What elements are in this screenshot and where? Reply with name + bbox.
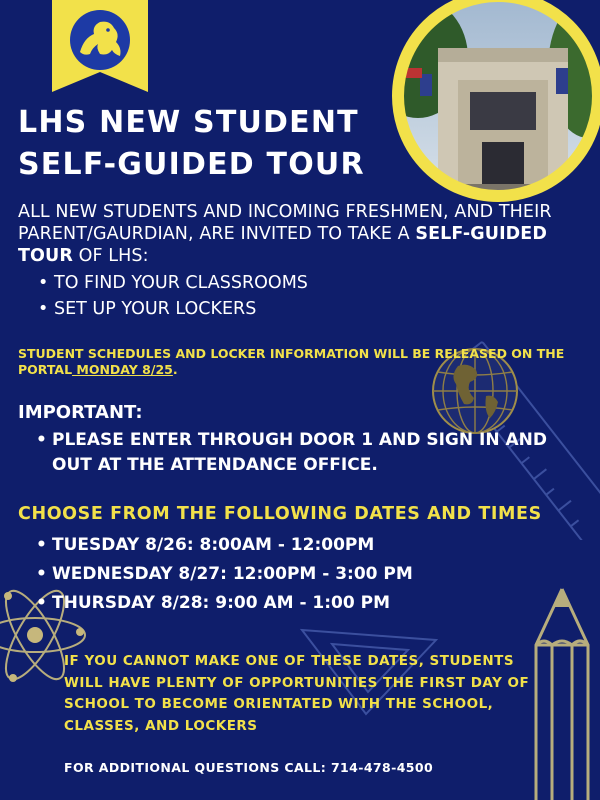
school-building-photo bbox=[378, 0, 600, 202]
list-item: • TO FIND YOUR CLASSROOMS bbox=[36, 270, 308, 296]
important-list bbox=[34, 428, 586, 478]
intro-text: ALL NEW STUDENTS AND INCOMING FRESHMEN, AND THEIR PARENT/GAURDIAN, ARE INVITED TO TAKE A bbox=[18, 202, 552, 244]
intro-list bbox=[36, 270, 308, 322]
list-item: • TUESDAY 8/26: 8:00AM - 12:00PM bbox=[34, 531, 413, 560]
dates-list bbox=[34, 531, 413, 618]
intro-emphasis: SELF-GUIDED TOUR bbox=[18, 224, 547, 266]
lion-logo-icon bbox=[52, 0, 148, 92]
page-title bbox=[18, 102, 388, 186]
release-text: STUDENT SCHEDULES AND LOCKER INFORMATION WILL BE RELEASED ON THE PORTAL bbox=[18, 346, 565, 377]
release-end: . bbox=[172, 362, 178, 377]
list-item: • PLEASE ENTER THROUGH DOOR 1 AND SIGN IN AND OUT AT THE ATTENDANCE OFFICE. bbox=[34, 428, 586, 478]
release-date-link[interactable]: MONDAY 8/25 bbox=[72, 362, 173, 377]
contact-info: FOR ADDITIONAL QUESTIONS CALL: 714-478-4500 bbox=[64, 760, 434, 775]
intro-text-end: OF LHS: bbox=[72, 246, 149, 266]
important-heading: IMPORTANT: bbox=[18, 402, 143, 423]
list-item: • THURSDAY 8/28: 9:00 AM - 1:00 PM bbox=[34, 589, 413, 618]
list-item: • WEDNESDAY 8/27: 12:00PM - 3:00 PM bbox=[34, 560, 413, 589]
dates-heading: CHOOSE FROM THE FOLLOWING DATES AND TIMES bbox=[18, 504, 542, 524]
title-line-2: SELF-GUIDED TOUR bbox=[18, 147, 365, 182]
intro-paragraph bbox=[18, 201, 588, 267]
cannot-attend-note: IF YOU CANNOT MAKE ONE OF THESE DATES, STUDENTS WILL HAVE PLENTY OF OPPORTUNITIES THE FIRST DAY OF SCHOOL TO BECOME ORIENTATED WITH THE SCHOOL, CLASSES, AND LOCKERS bbox=[64, 653, 530, 734]
title-line-1: LHS NEW STUDENT bbox=[18, 105, 359, 140]
release-note bbox=[18, 346, 598, 378]
list-item: • SET UP YOUR LOCKERS bbox=[36, 296, 308, 322]
